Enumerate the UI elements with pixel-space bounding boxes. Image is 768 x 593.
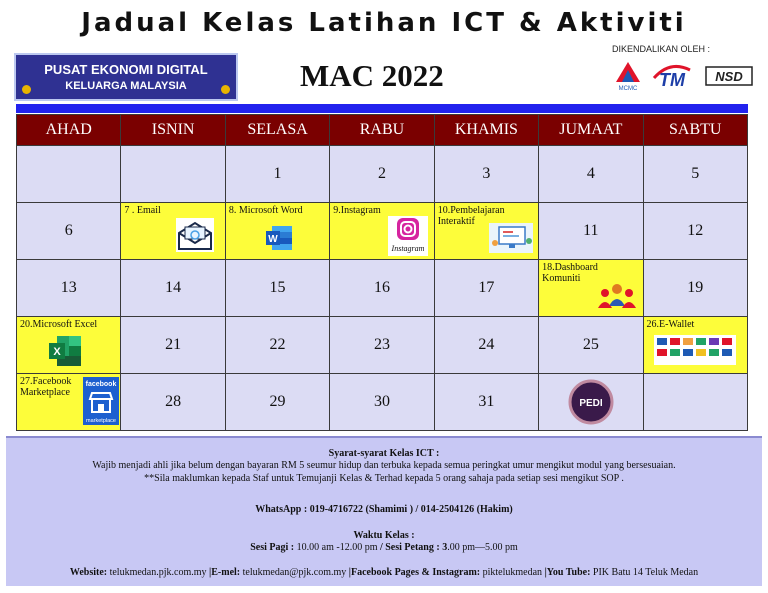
event-label: 26.E-Wallet	[646, 319, 695, 330]
day-cell: 24	[434, 317, 538, 374]
brand-line-1: PUSAT EKONOMI DIGITAL	[44, 62, 208, 77]
calendar-week	[17, 203, 748, 260]
class-sessions	[6, 542, 762, 553]
website-link[interactable]: telukmedan.pjk.com.my	[109, 567, 207, 578]
day-cell	[121, 146, 225, 203]
brand-line-2: KELUARGA MALAYSIA	[65, 80, 187, 92]
crest-icon	[22, 85, 31, 94]
day-cell: 11	[539, 203, 643, 260]
blue-divider	[16, 104, 748, 113]
day-cell: 25	[539, 317, 643, 374]
day-cell: 4	[539, 146, 643, 203]
email-label: |E-mel:	[209, 567, 241, 578]
day-cell: 2	[330, 146, 434, 203]
weekday-header: SABTU	[643, 115, 747, 146]
day-cell: 31	[434, 374, 538, 431]
contact-links	[6, 567, 762, 578]
svg-text:marketplace: marketplace	[86, 418, 116, 424]
afternoon-session-label: / Sesi Petang :	[379, 542, 440, 553]
facebook-label: |Facebook Pages & Instagram:	[348, 567, 481, 578]
page-title: Jadual Kelas Latihan ICT & Aktiviti	[81, 8, 687, 38]
youtube-link[interactable]: PIK Batu 14 Teluk Medan	[592, 567, 699, 578]
tm-logo	[654, 66, 690, 90]
event-label: 8. Microsoft Word	[228, 205, 303, 216]
calendar-week	[17, 317, 748, 374]
class-time-heading: Waktu Kelas :	[353, 530, 415, 541]
facebook-marketplace-icon	[83, 377, 119, 425]
terms-line-1: Wajib menjadi ahli jika belum dengan bayaran RM 5 seumur hidup dan terbuka kepada semua peringkat umur mengikut modul yang bersesuaian.	[92, 460, 676, 471]
day-cell: 19	[643, 260, 747, 317]
excel-icon	[47, 333, 83, 369]
weekday-header: JUMAAT	[539, 115, 643, 146]
ewallet-icon	[654, 335, 736, 365]
event-cell-ewallet	[643, 317, 747, 374]
afternoon-session-time: .00 pm—5.00 pm	[447, 542, 518, 553]
word-icon	[264, 223, 294, 253]
svg-text:TM: TM	[659, 70, 685, 90]
calendar-week	[17, 260, 748, 317]
day-cell: 12	[643, 203, 747, 260]
day-cell: 5	[643, 146, 747, 203]
day-cell: 15	[225, 260, 329, 317]
emblem-icon	[221, 85, 230, 94]
day-cell: 17	[434, 260, 538, 317]
day-cell: 29	[225, 374, 329, 431]
calendar-grid	[16, 114, 748, 431]
weekday-header: RABU	[330, 115, 434, 146]
event-label: 10.Pembelajaran Interaktif	[437, 205, 505, 227]
day-cell	[17, 146, 121, 203]
day-cell: 1	[225, 146, 329, 203]
event-cell-facebook-marketplace	[17, 374, 121, 431]
day-cell: 14	[121, 260, 225, 317]
terms-line-2: **Sila maklumkan kepada Staf untuk Temujanji Kelas & Terhad kepada 5 orang sahaja pada setiap sesi mengikut SOP .	[144, 473, 624, 484]
day-cell: 21	[121, 317, 225, 374]
weekday-header: SELASA	[225, 115, 329, 146]
calendar-week	[17, 146, 748, 203]
svg-text:W: W	[268, 234, 278, 245]
event-cell-excel	[17, 317, 121, 374]
svg-text:NSD: NSD	[715, 69, 743, 84]
weekday-header: AHAD	[17, 115, 121, 146]
day-cell: 6	[17, 203, 121, 260]
partner-logos	[610, 58, 760, 92]
event-cell-instagram	[330, 203, 434, 260]
day-cell: 16	[330, 260, 434, 317]
event-cell-dashboard	[539, 260, 643, 317]
community-icon	[597, 282, 637, 310]
weekday-header: ISNIN	[121, 115, 225, 146]
event-label: 9.Instagram	[333, 205, 381, 216]
day-cell: 28	[121, 374, 225, 431]
day-cell: 22	[225, 317, 329, 374]
afternoon-session-hour: 3	[442, 542, 448, 553]
svg-text:MCMC: MCMC	[618, 86, 638, 92]
event-label: 7 . Email	[124, 205, 161, 216]
day-cell: 13	[17, 260, 121, 317]
whatsapp-contact: WhatsApp : 019-4716722 (Shamimi ) / 014-2504126 (Hakim)	[255, 504, 513, 515]
interactive-learning-icon	[489, 223, 533, 253]
svg-text:X: X	[53, 346, 61, 358]
svg-text:Instagram: Instagram	[391, 244, 425, 253]
instagram-icon	[388, 216, 428, 256]
terms-heading: Syarat-syarat Kelas ICT :	[328, 448, 440, 459]
footer-info	[6, 436, 762, 586]
event-cell-interactive-learning	[434, 203, 538, 260]
nsd-logo	[706, 67, 752, 85]
event-label: 18.Dashboard Komuniti	[542, 262, 598, 284]
managed-by-label: DIKENDALIKAN OLEH :	[612, 44, 711, 54]
morning-session-time: 10.00 am -12.00 pm	[296, 542, 378, 553]
calendar-week	[17, 374, 748, 431]
email-icon	[175, 217, 215, 253]
youtube-label: |You Tube:	[544, 567, 591, 578]
month-heading: MAC 2022	[300, 58, 444, 93]
mcmc-logo	[616, 62, 640, 92]
day-cell	[643, 374, 747, 431]
weekday-header: KHAMIS	[434, 115, 538, 146]
day-cell: 3	[434, 146, 538, 203]
email-link[interactable]: telukmedan@pjk.com.my	[242, 567, 347, 578]
pedi-logo	[566, 379, 616, 425]
svg-text:PEDI: PEDI	[579, 398, 603, 409]
website-label: Website:	[69, 567, 108, 578]
weekday-header-row	[17, 115, 748, 146]
svg-text:facebook: facebook	[85, 381, 117, 388]
event-label: 27.Facebook Marketplace	[20, 376, 72, 398]
event-label: 20.Microsoft Excel	[20, 319, 98, 330]
day-cell-logo	[539, 374, 643, 431]
day-cell: 23	[330, 317, 434, 374]
facebook-link[interactable]: piktelukmedan	[482, 567, 543, 578]
brand-banner	[14, 53, 238, 101]
event-cell-word	[225, 203, 329, 260]
day-cell: 30	[330, 374, 434, 431]
event-cell-email	[121, 203, 225, 260]
morning-session-label: Sesi Pagi :	[250, 542, 295, 553]
